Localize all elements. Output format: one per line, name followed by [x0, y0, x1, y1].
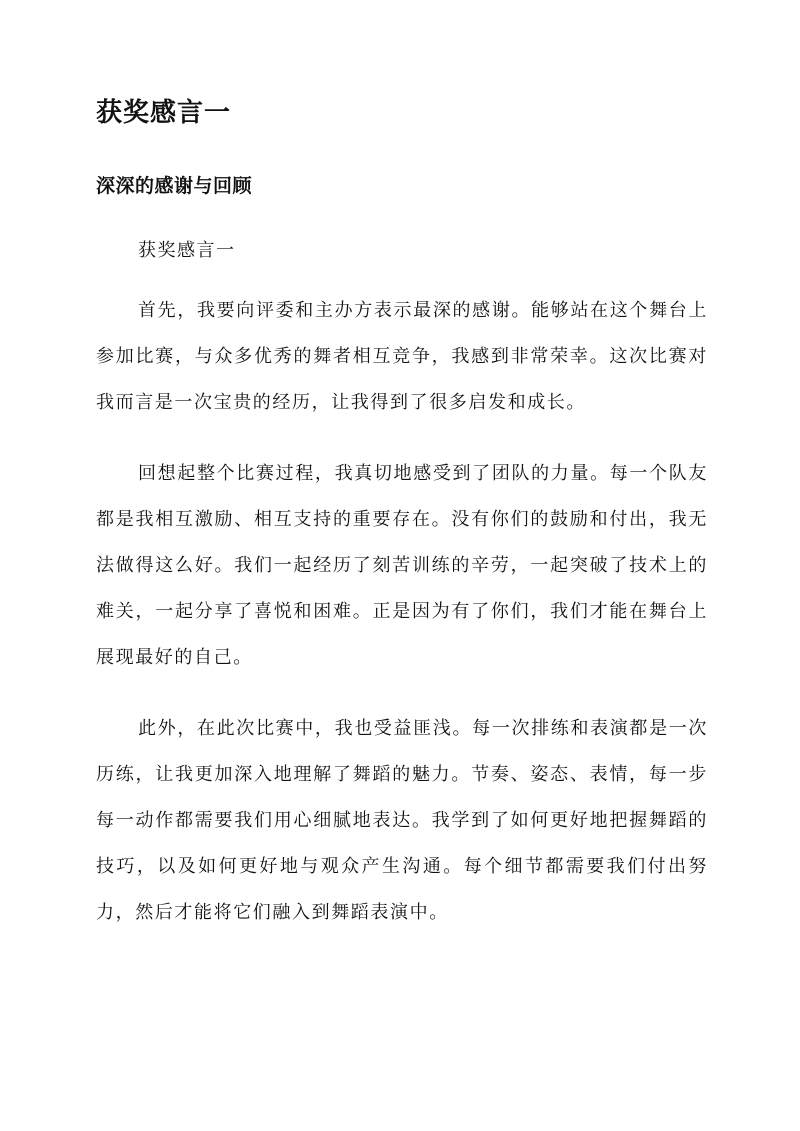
section-heading: 深深的感谢与回顾 — [96, 175, 253, 197]
document-title: 获奖感言一 — [96, 98, 232, 128]
paragraph-teamwork: 回想起整个比赛过程，我真切地感受到了团队的力量。每一个队友都是我相互激励、相互支持的重要存在。没有你们的鼓励和付出，我无法做得这么好。我们一起经历了刻苦训练的辛劳，一起突破了技术上的难关，一起分享了喜悦和困难。正是因为有了你们，我们才能在舞台上展现最好的自己。 — [96, 463, 708, 668]
body-subtitle: 获奖感言一 — [138, 240, 236, 261]
paragraph-thanks: 首先，我要向评委和主办方表示最深的感谢。能够站在这个舞台上参加比赛，与众多优秀的舞者相互竞争，我感到非常荣幸。这次比赛对我而言是一次宝贵的经历，让我得到了很多启发和成长。 — [96, 300, 708, 413]
paragraph-learning: 此外，在此次比赛中，我也受益匪浅。每一次排练和表演都是一次历练，让我更加深入地理解了舞蹈的魅力。节奏、姿态、表情，每一步每一动作都需要我们用心细腻地表达。我学到了如何更好地把握舞蹈的技巧，以及如何更好地与观众产生沟通。每个细节都需要我们付出努力，然后才能将它们融入到舞蹈表演中。 — [96, 718, 708, 923]
